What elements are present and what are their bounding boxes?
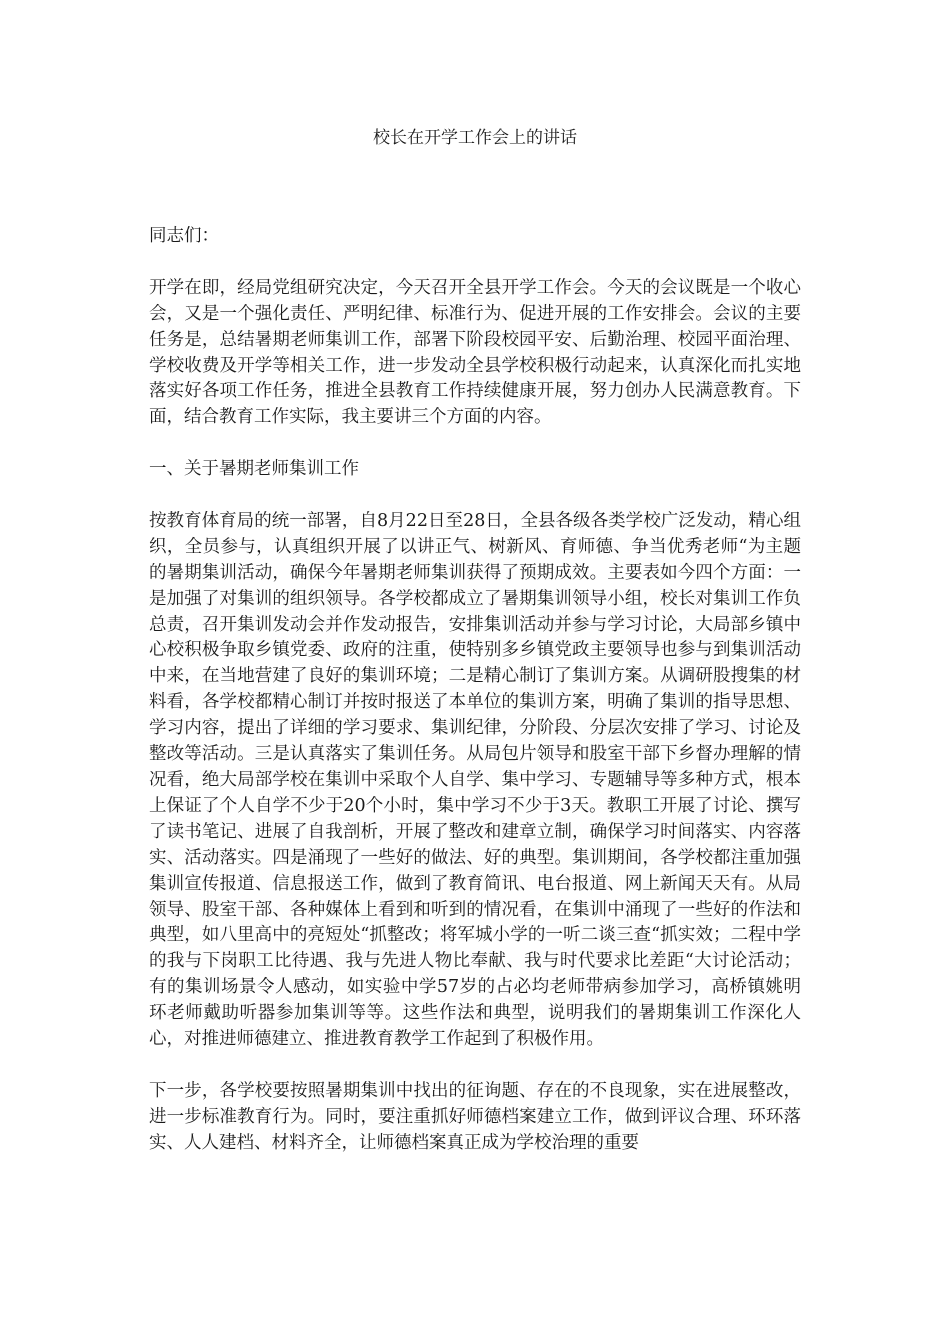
document-body	[149, 224, 801, 1157]
section-1-paragraph-2: 下一步，各学校要按照暑期集训中找出的征询题、存在的不良现象，实在进展整改，进一步标准教育行为。同时，要注重抓好师德档案建立工作，做到评议合理、环环落实、人人建档、材料齐全，让师德档案真正成为学校治理的重要	[149, 1080, 801, 1153]
intro-paragraph: 开学在即，经局党组研究决定，今天召开全县开学工作会。今天的会议既是一个收心会，又是一个强化责任、严明纪律、标准行为、促进开展的工作安排会。会议的主要任务是，总结暑期老师集训工作，部署下阶段校园平安、后勤治理、校园平面治理、学校收费及开学等相关工作，进一步发动全县学校积极行动起来，认真深化而扎实地落实好各项工作任务，推进全县教育工作持续健康开展，努力创办人民满意教育。下面，结合教育工作实际，我主要讲三个方面的内容。	[149, 277, 801, 428]
section-heading-1: 一、关于暑期老师集训工作	[149, 459, 359, 480]
document-title: 校长在开学工作会上的讲话	[373, 128, 577, 148]
salutation: 同志们：	[149, 226, 219, 246]
section-1-paragraph-1: 按教育体育局的统一部署，自8月22日至28日，全县各级各类学校广泛发动，精心组织，全员参与，认真组织开展了以讲正气、树新风、育师德、争当优秀老师“为主题的暑期集训活动，确保今年暑期老师集训获得了预期成效。主要表如今四个方面：一是加强了对集训的组织领导。各学校都成立了暑期集训领导小组，校长对集训工作负总责，召开集训发动会并作发动报告，安排集训活动并参与学习讨论，大局部乡镇中心校积极争取乡镇党委、政府的注重，使特别多乡镇党政主要领导也参与到集训活动中来，在当地营建了良好的集训环境；二是精心制订了集训方案。从调研股搜集的材料看，各学校都精心制订并按时报送了本单位的集训方案，明确了集训的指导思想、学习内容，提出了详细的学习要求、集训纪律，分阶段、分层次安排了学习、讨论及整改等活动。三是认真落实了集训任务。从局包片领导和股室干部下乡督办理解的情况看，绝大局部学校在集训中采取个人自学、集中学习、专题辅导等多种方式，根本上保证了个人自学不少于20个小时，集中学习不少于3天。教职工开展了讨论、撰写了读书笔记、进展了自我剖析，开展了整改和建章立制，确保学习时间落实、内容落实、活动落实。四是涌现了一些好的做法、好的典型。集训期间，各学校都注重加强集训宣传报道、信息报送工作，做到了教育简讯、电台报道、网上新闻天天有。从局领导、股室干部、各种媒体上看到和听到的情况看，在集训中涌现了一些好的作法和典型，如八里高中的亮短处“抓整改；将军城小学的一听二谈三查“抓实效；二程中学的我与下岗职工比待遇、我与先进人物比奉献、我与时代要求比差距“大讨论活动；有的集训场景令人感动，如实验中学57岁的占必均老师带病参加学习，高桥镇姚明环老师戴助听器参加集训等等。这些作法和典型，说明我们的暑期集训工作深化人心，对推进师德建立、推进教育教学工作起到了积极作用。	[149, 510, 801, 1050]
